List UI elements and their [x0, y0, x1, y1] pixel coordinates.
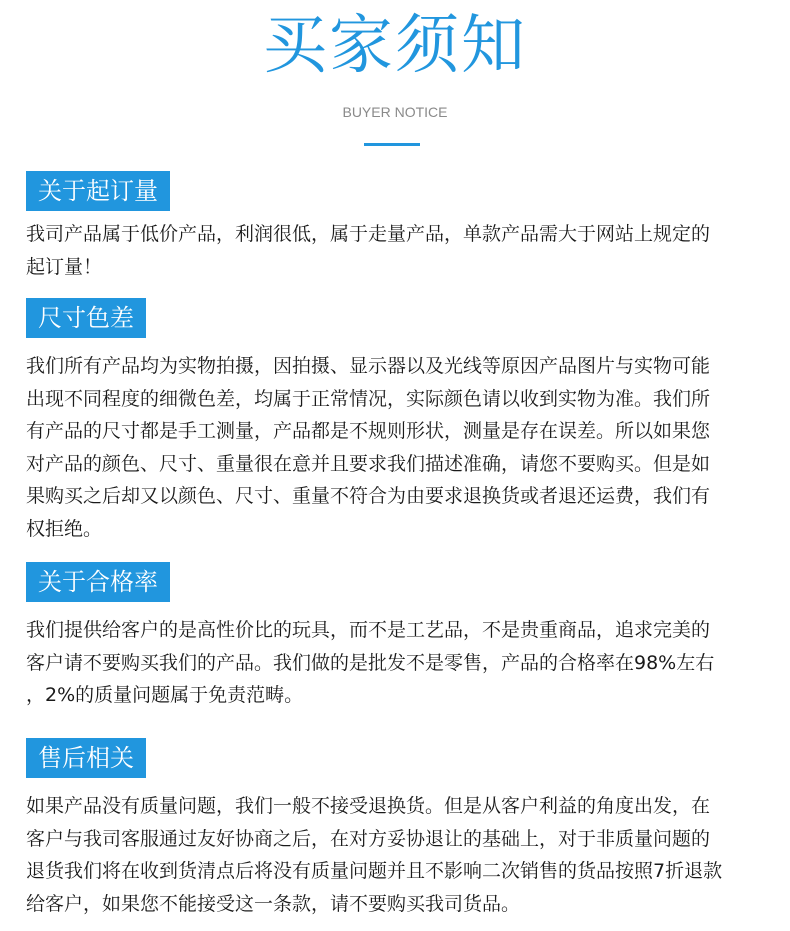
- section-label-min-order: 关于起订量: [26, 171, 170, 211]
- section-label-after-sales: 售后相关: [26, 738, 146, 778]
- section-label-pass-rate: 关于合格率: [26, 562, 170, 602]
- section-text-min-order: 我司产品属于低价产品，利润很低，属于走量产品，单款产品需大于网站上规定的 起订量！: [26, 223, 711, 278]
- title-divider: [364, 143, 420, 146]
- section-text-after-sales: 如果产品没有质量问题，我们一般不接受退换货。但是从客户利益的角度出发，在 客户与我司客服通过友好协商之后，在对方妥协退让的基础上，对于非质量问题的 退货我们将在收到货清点后将没有质量问题并且不影响二次销售的货品按照7折退款 给客户，如果您不能接受这一条款，请不要购买我司货品。: [26, 795, 723, 915]
- page-subtitle: BUYER NOTICE: [342, 104, 448, 120]
- section-label-color-size: 尺寸色差: [26, 298, 146, 338]
- section-text-color-size: 我们所有产品均为实物拍摄，因拍摄、显示器以及光线等原因产品图片与实物可能 出现不同程度的细微色差，均属于正常情况，实际颜色请以收到实物为准。我们所 有产品的尺寸都是手工测量，产品都是不规则形状，测量是存在误差。所以如果您 对产品的颜色、尺寸、重量很在意并且要求我们描述准确，请您不要购买。但是如 果购买之后却又以颜色、尺寸、重量不符合为由要求退换货或者退还运费，我们有 权拒绝。: [26, 355, 711, 540]
- page-title: 买家须知: [263, 9, 527, 83]
- section-text-pass-rate: 我们提供给客户的是高性价比的玩具，而不是工艺品，不是贵重商品，追求完美的 客户请不要购买我们的产品。我们做的是批发不是零售，产品的合格率在98%左右 ，2%的质量问题属于免责范畴。: [26, 619, 715, 706]
